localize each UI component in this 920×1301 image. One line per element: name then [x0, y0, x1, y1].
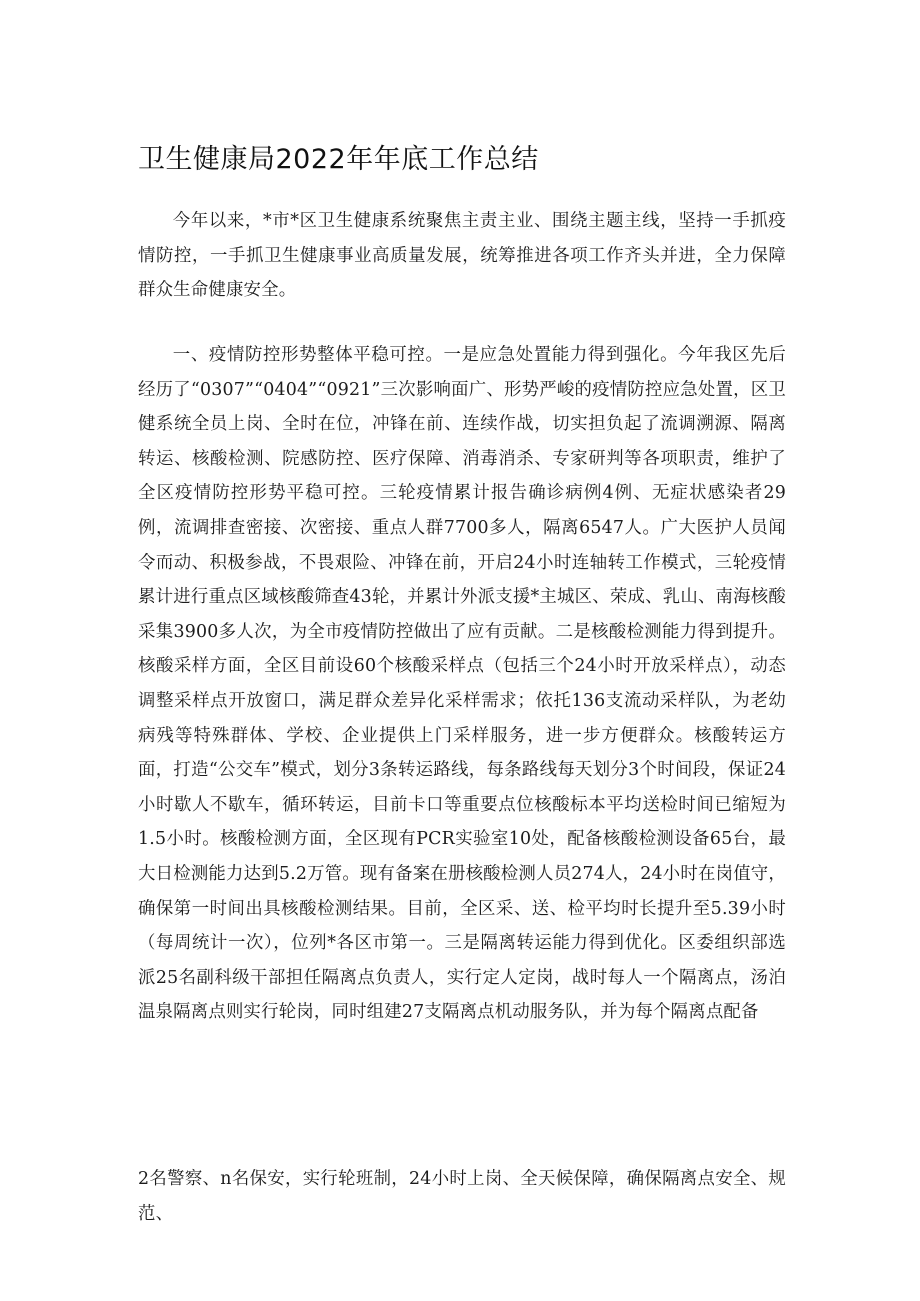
- document-title: 卫生健康局2022年年底工作总结: [138, 144, 539, 175]
- intro-paragraph: 今年以来，*市*区卫生健康系统聚焦主责主业、围绕主题主线，坚持一手抓疫情防控，一手抓卫生健康事业高质量发展，统筹推进各项工作齐头并进，全力保障群众生命健康安全。: [138, 211, 786, 301]
- continued-paragraph: 2名警察、n名保安，实行轮班制，24小时上岗、全天候保障，确保隔离点安全、规范、: [138, 1169, 786, 1224]
- section-one-paragraph: 一、疫情防控形势整体平稳可控。一是应急处置能力得到强化。今年我区先后经历了“0307”“0404”“0921”三次影响面广、形势严峻的疫情防控应急处置，区卫健系统全员上岗、全时在位，冲锋在前、连续作战，切实担负起了流调溯源、隔离转运、核酸检测、院感防控、医疗保障、消毒消杀、专家研判等各项职责，维护了全区疫情防控形势平稳可控。三轮疫情累计报告确诊病例4例、无症状感染者29例，流调排查密接、次密接、重点人群7700多人，隔离6547人。广大医护人员闻令而动、积极参战，不畏艰险、冲锋在前，开启24小时连轴转工作模式，三轮疫情累计进行重点区域核酸筛查43轮，并累计外派支援*主城区、荣成、乳山、南海核酸采集3900多人次，为全市疫情防控做出了应有贡献。二是核酸检测能力得到提升。核酸采样方面，全区目前设60个核酸采样点（包括三个24小时开放采样点），动态调整采样点开放窗口，满足群众差异化采样需求；依托136支流动采样队，为老幼病残等特殊群体、学校、企业提供上门采样服务，进一步方便群众。核酸转运方面，打造“公交车”模式，划分3条转运路线，每条路线每天划分3个时间段，保证24小时歇人不歇车，循环转运，目前卡口等重要点位核酸标本平均送检时间已缩短为1.5小时。核酸检测方面，全区现有PCR实验室10处，配备核酸检测设备65台，最大日检测能力达到5.2万管。现有备案在册核酸检测人员274人，24小时在岗值守，确保第一时间出具核酸检测结果。目前，全区采、送、检平均时长提升至5.39小时（每周统计一次），位列*各区市第一。三是隔离转运能力得到优化。区委组织部选派25名副科级干部担任隔离点负责人，实行定人定岗，战时每人一个隔离点，汤泊温泉隔离点则实行轮岗，同时组建27支隔离点机动服务队，并为每个隔离点配备: [138, 345, 786, 1023]
